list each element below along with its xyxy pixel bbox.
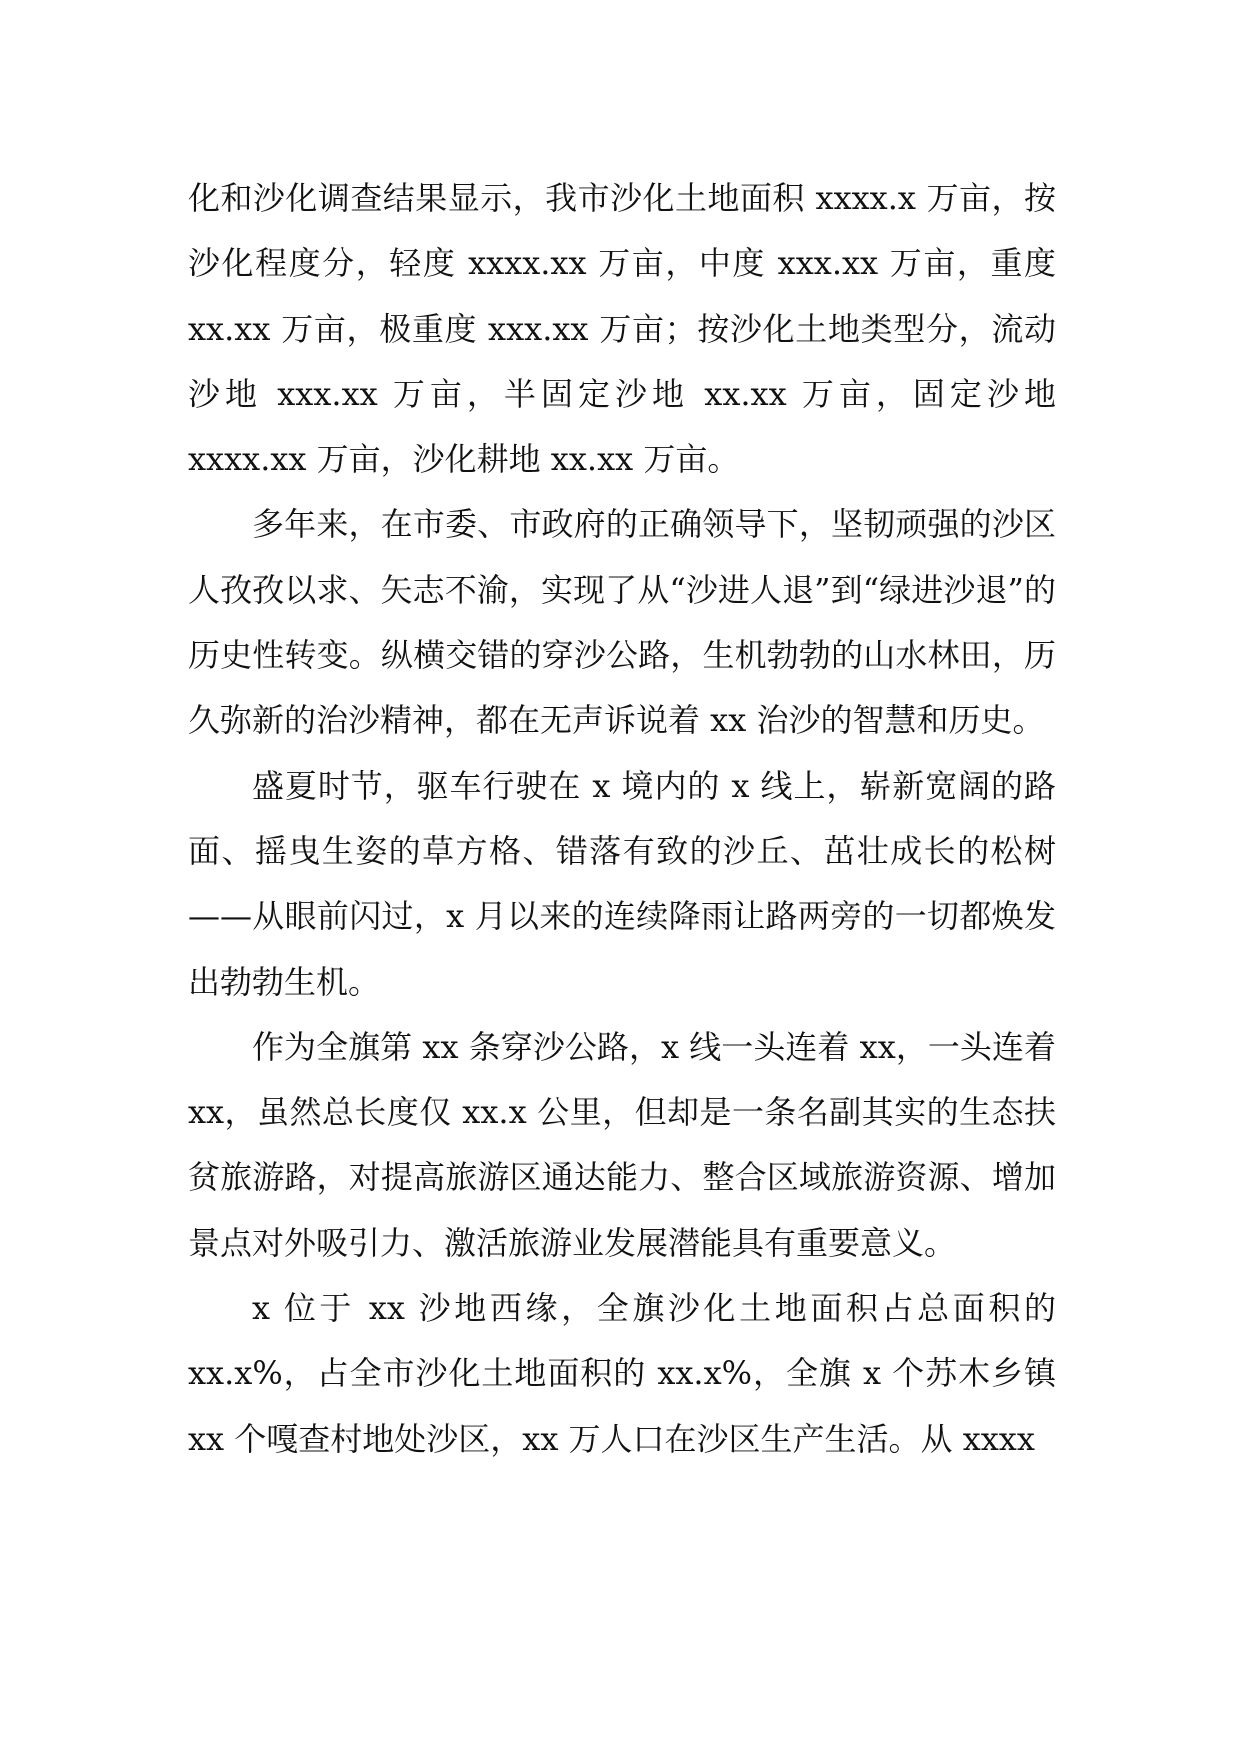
document-body	[188, 166, 1056, 1472]
paragraph-continued: 化和沙化调查结果显示，我市沙化土地面积 xxxx.x 万亩，按沙化程度分，轻度 xxxx.xx 万亩，中度 xxx.xx 万亩，重度 xx.xx 万亩，极重度 xxx.xx 万亩；按沙化土地类型分，流动沙地 xxx.xx 万亩，半固定沙地 xx.xx 万亩，固定沙地 xxxx.xx 万亩，沙化耕地 xx.xx 万亩。	[188, 179, 1056, 479]
paragraph: 作为全旗第 xx 条穿沙公路，x 线一头连着 xx，一头连着 xx，虽然总长度仅 xx.x 公里，但却是一条名副其实的生态扶贫旅游路，对提高旅游区通达能力、整合区域旅游资源、增加景点对外吸引力、激活旅游业发展潜能具有重要意义。	[188, 1027, 1056, 1262]
paragraph: 盛夏时节，驱车行驶在 x 境内的 x 线上，崭新宽阔的路面、摇曳生姿的草方格、错落有致的沙丘、茁壮成长的松树——从眼前闪过，x 月以来的连续降雨让路两旁的一切都焕发出勃勃生机。	[188, 766, 1056, 1001]
paragraph: x 位于 xx 沙地西缘，全旗沙化土地面积占总面积的 xx.x%，占全市沙化土地面积的 xx.x%，全旗 x 个苏木乡镇 xx 个嘎查村地处沙区，xx 万人口在沙区生产生活。从 xxxx	[188, 1289, 1056, 1458]
paragraph: 多年来，在市委、市政府的正确领导下，坚韧顽强的沙区人孜孜以求、矢志不渝，实现了从“沙进人退”到“绿进沙退”的历史性转变。纵横交错的穿沙公路，生机勃勃的山水林田，历久弥新的治沙精神，都在无声诉说着 xx 治沙的智慧和历史。	[188, 505, 1056, 740]
